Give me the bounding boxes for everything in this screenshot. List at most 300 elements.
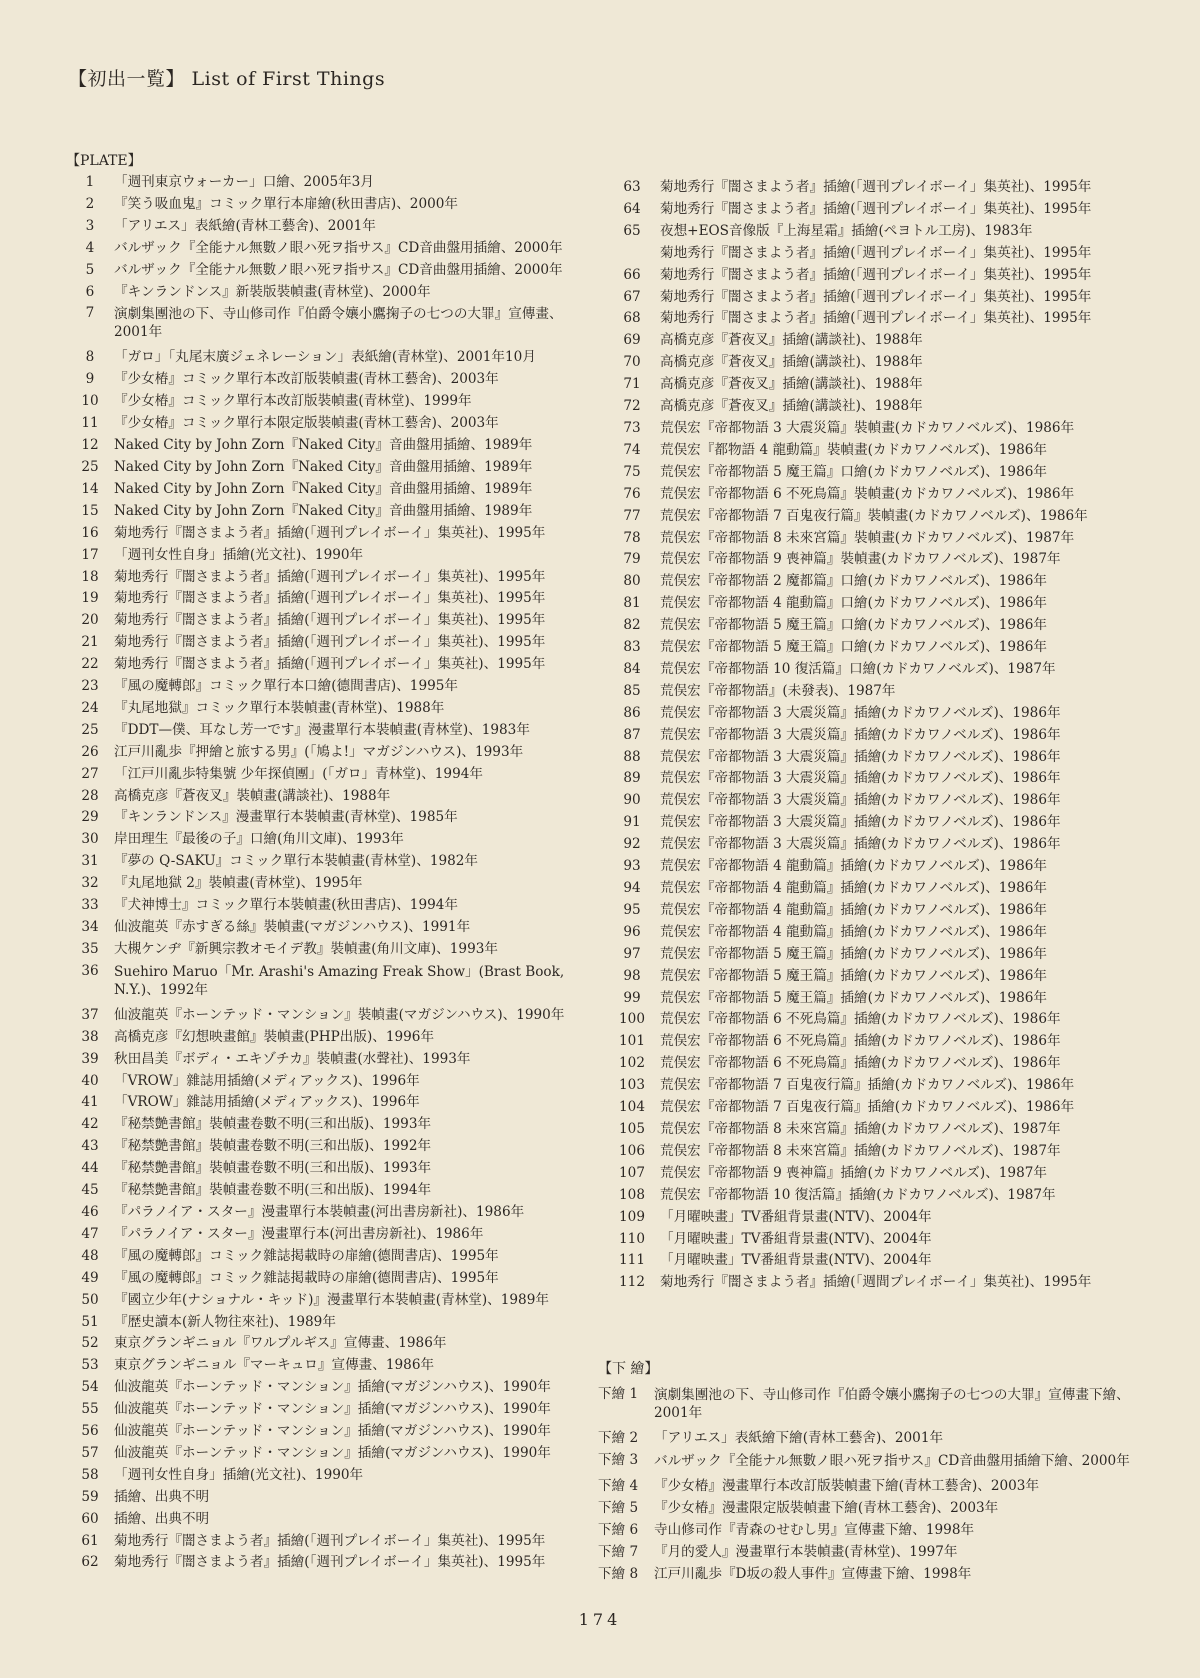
entry-number: 60 [81, 1510, 99, 1527]
entry-number: 58 [81, 1466, 99, 1483]
entry-text: Suehiro Maruo「Mr. Arashi's Amazing Freak Show」(Brast Book, N.Y.)、1992年 [114, 963, 565, 998]
plate-entry [604, 571, 1164, 593]
entry-text: バルザック『全能ナル無數ノ眼ハ死ヲ指サス』CD音曲盤用插繪、2000年 [114, 239, 563, 256]
shita-entry [598, 1520, 1158, 1542]
plate-entry [66, 1443, 596, 1465]
entry-text: 高橋克彦『蒼夜叉』插繪(講談社)、1988年 [660, 398, 923, 415]
plate-entry [66, 1333, 596, 1355]
entry-text: 荒俣宏『帝都物語 5 魔王篇』口繪(カドカワノベルズ)、1986年 [660, 463, 1047, 480]
entry-number: 84 [623, 660, 641, 677]
entry-text: 『秘禁艶書館』裝幀畫卷數不明(三和出版)、1994年 [114, 1182, 432, 1199]
entry-number: 22 [81, 656, 99, 673]
entry-text: 荒俣宏『帝都物語 4 龍動篇』插繪(カドカワノベルズ)、1986年 [660, 901, 1047, 918]
entry-text: 「VROW」雜誌用插繪(メディアックス)、1996年 [114, 1094, 420, 1111]
entry-number: 下繪 6 [598, 1521, 639, 1538]
plate-entry [66, 610, 596, 632]
entry-number: 10 [81, 393, 99, 410]
entry-text: 東京グランギニョル『マーキュロ』宣傳畫、1986年 [114, 1357, 435, 1374]
entry-number: 20 [81, 612, 99, 629]
plate-entry [604, 637, 1164, 659]
entry-number: 7 [85, 305, 95, 322]
plate-entry [66, 742, 596, 764]
entry-text: 荒俣宏『帝都物語 9 喪神篇』裝幀畫(カドカワノベルズ)、1987年 [660, 551, 1061, 568]
plate-entry [66, 764, 596, 786]
entry-number: 100 [619, 1011, 645, 1028]
plate-entry [604, 790, 1164, 812]
plate-entry [604, 549, 1164, 571]
plate-entry [66, 282, 596, 304]
entry-text: 『秘禁艶書館』裝幀畫卷數不明(三和出版)、1993年 [114, 1116, 432, 1133]
plate-entry [66, 1136, 596, 1158]
entry-number: 27 [81, 765, 99, 782]
entry-text: 荒俣宏『帝都物語 5 魔王篇』插繪(カドカワノベルズ)、1986年 [660, 967, 1047, 984]
entry-text: 『DDT—僕、耳なし芳一です』漫畫單行本裝幀畫(青林堂)、1983年 [114, 721, 530, 738]
plate-entry [66, 588, 596, 610]
entry-number: 23 [81, 678, 99, 695]
entry-text: 荒俣宏『帝都物語 5 魔王篇』插繪(カドカワノベルズ)、1986年 [660, 989, 1047, 1006]
entry-text: 『國立少年(ナショナル・キッド)』漫畫單行本裝幀畫(青林堂)、1989年 [114, 1291, 549, 1308]
entry-text: 荒俣宏『帝都物語 4 龍動篇』插繪(カドカワノベルズ)、1986年 [660, 858, 1047, 875]
plate-entry [66, 1158, 596, 1180]
plate-entry [66, 260, 596, 282]
entry-number: 55 [81, 1401, 99, 1418]
entry-text: 「週刊女性自身」插繪(光文社)、1990年 [114, 546, 364, 563]
plate-entry [604, 834, 1164, 856]
entry-number: 110 [619, 1230, 645, 1247]
entry-text: 『歴史讀本(新人物往來社)、1989年 [114, 1313, 336, 1330]
entry-text: 仙波龍英『ホーンテッド・マンション』插繪(マガジンハウス)、1990年 [114, 1379, 551, 1396]
entry-text: 「週刊女性自身」插繪(光文社)、1990年 [114, 1466, 364, 1483]
entry-number: 112 [619, 1274, 645, 1291]
plate-entry [604, 199, 1164, 221]
entry-number: 40 [81, 1072, 99, 1089]
entry-number: 59 [81, 1488, 99, 1505]
entry-text: 菊地秀行『闇さまよう者』插繪(「週刊プレイボーイ」集英社)、1995年 [114, 656, 546, 673]
entry-text: 菊地秀行『闇さまよう者』插繪(「週刊プレイボーイ」集英社)、1995年 [660, 266, 1092, 283]
entry-number: 18 [81, 568, 99, 585]
entry-number: 50 [81, 1291, 99, 1308]
plate-entry [604, 703, 1164, 725]
entry-number: 56 [81, 1423, 99, 1440]
entry-number: 33 [81, 897, 99, 914]
plate-entry [604, 462, 1164, 484]
plate-entry [604, 944, 1164, 966]
entry-text: バルザック『全能ナル無數ノ眼ハ死ヲ指サス』CD音曲盤用插繪、2000年 [114, 261, 563, 278]
plate-entry [66, 895, 596, 917]
plate-entry [604, 1163, 1164, 1185]
entry-number: 14 [81, 480, 99, 497]
entry-text: 「ガロ」「丸尾末廣ジェネレーション」表紙繪(青林堂)、2001年10月 [114, 349, 536, 366]
entry-number: 81 [623, 595, 641, 612]
entry-text: 大槻ケンヂ『新興宗教オモイデ教』裝幀畫(角川文庫)、1993年 [114, 940, 498, 957]
entry-text: 『キンランドンス』新裝版裝幀畫(青林堂)、2000年 [114, 283, 431, 300]
entry-number: 109 [619, 1208, 645, 1225]
plate-entry [66, 303, 596, 347]
entry-text: 『秘禁艶書館』裝幀畫卷數不明(三和出版)、1992年 [114, 1138, 432, 1155]
entry-text: 高橋克彦『蒼夜叉』裝幀畫(講談社)、1988年 [114, 787, 391, 804]
entry-text: 插繪、出典不明 [114, 1488, 210, 1505]
entry-text: Naked City by John Zorn『Naked City』音曲盤用插繪、1989年 [114, 458, 533, 475]
entry-text: 荒俣宏『帝都物語 3 大震災篇』插繪(カドカワノベルズ)、1986年 [660, 836, 1061, 853]
plate-entry [604, 1119, 1164, 1141]
entry-number: 57 [81, 1444, 99, 1461]
plate-entry [604, 287, 1164, 309]
entry-number: 下繪 4 [598, 1477, 639, 1494]
plate-entry [66, 545, 596, 567]
shita-entry [598, 1450, 1158, 1476]
plate-entry [604, 1009, 1164, 1031]
entry-number: 91 [623, 814, 641, 831]
entry-number: 79 [623, 551, 641, 568]
entry-number: 35 [81, 940, 99, 957]
entry-number: 39 [81, 1050, 99, 1067]
plate-entry [604, 747, 1164, 769]
entry-number: 96 [623, 923, 641, 940]
entry-number: 67 [623, 288, 641, 305]
entry-number: 28 [81, 787, 99, 804]
plate-entry [66, 807, 596, 829]
plate-entry [604, 593, 1164, 615]
entry-number: 47 [81, 1225, 99, 1242]
shita-entry [598, 1498, 1158, 1520]
entry-text: 菊地秀行『闇さまよう者』插繪(「週刊プレイボーイ」集英社)、1995年 [114, 1532, 546, 1549]
entry-number: 66 [623, 266, 641, 283]
plate-entry [66, 391, 596, 413]
plate-entry [66, 1531, 596, 1553]
plate-entry [604, 988, 1164, 1010]
plate-entry [66, 413, 596, 435]
entry-text: 高橋克彦『蒼夜叉』插繪(講談社)、1988年 [660, 332, 923, 349]
entry-number: 26 [81, 743, 99, 760]
plate-entry [604, 1250, 1164, 1272]
plate-entry [604, 615, 1164, 637]
entry-number: 下繪 3 [598, 1451, 639, 1468]
entry-text: 『少女椿』漫畫單行本改訂版裝幀畫下繪(青林工藝舍)、2003年 [654, 1477, 1040, 1494]
entry-text: 荒俣宏『帝都物語 8 未來宮篇』插繪(カドカワノベルズ)、1987年 [660, 1142, 1061, 1159]
entry-text: 『夢の Q-SAKU』コミック單行本裝幀畫(青林堂)、1982年 [114, 853, 479, 870]
entry-number: 21 [81, 634, 99, 651]
plate-heading: 【PLATE】 [66, 153, 142, 169]
entry-text: 菊地秀行『闇さまよう者』插繪(「週刊プレイボーイ」集英社)、1995年 [114, 590, 546, 607]
plate-entry [66, 786, 596, 808]
entry-number: 99 [623, 989, 641, 1006]
entry-number: 下繪 7 [598, 1543, 639, 1560]
entry-number: 下繪 1 [598, 1386, 639, 1402]
entry-text: 岸田理生『最後の子』口繪(角川文庫)、1993年 [114, 831, 404, 848]
entry-number: 88 [623, 748, 641, 765]
plate-entry [604, 1031, 1164, 1053]
plate-entry [604, 506, 1164, 528]
entry-number: 68 [623, 310, 641, 327]
entry-number: 76 [623, 485, 641, 502]
entry-number: 83 [623, 639, 641, 656]
entry-number: 34 [81, 919, 99, 935]
entry-number: 101 [619, 1033, 645, 1050]
entry-text: 『笑う吸血鬼』コミック單行本扉繪(秋田書店)、2000年 [114, 195, 458, 212]
entry-text: 『少女椿』コミック單行本改訂版裝幀畫(青林堂)、1999年 [114, 393, 472, 410]
entry-number: 54 [81, 1379, 99, 1396]
entry-text: 『風の魔轉郎』コミック單行本口繪(德間書店)、1995年 [114, 678, 458, 695]
entry-number: 2 [85, 195, 95, 212]
entry-number: 53 [81, 1357, 99, 1374]
entry-text: 菊地秀行『闇さまよう者』插繪(「週刊プレイボーイ」集英社)、1995年 [114, 524, 546, 541]
plate-entry [604, 856, 1164, 878]
plate-entry [66, 698, 596, 720]
plate-entry [66, 369, 596, 391]
entry-number: 41 [81, 1094, 99, 1111]
plate-entry [66, 1268, 596, 1290]
plate-entry [66, 479, 596, 501]
entry-text: 荒俣宏『帝都物語 4 龍動篇』口繪(カドカワノベルズ)、1986年 [660, 595, 1047, 612]
entry-text: 東京グランギニョル『ワルプルギス』宣傳畫、1986年 [114, 1335, 447, 1352]
entry-text: 『少女椿』漫畫限定版裝幀畫下繪(青林工藝舍)、2003年 [654, 1499, 999, 1516]
plate-entry [604, 177, 1164, 199]
plate-entry [66, 1399, 596, 1421]
entry-text: 『月的愛人』漫畫單行本裝幀畫(青林堂)、1997年 [654, 1543, 958, 1560]
entry-number: 37 [81, 1006, 99, 1023]
entry-text: 荒俣宏『帝都物語 6 不死鳥篇』插繪(カドカワノベルズ)、1986年 [660, 1033, 1061, 1050]
entry-text: 『丸尾地獄 2』裝幀畫(青林堂)、1995年 [114, 875, 363, 892]
entry-text: 「週刊東京ウォーカー」口繪、2005年3月 [114, 174, 374, 190]
entry-number: 87 [623, 726, 641, 743]
plate-entry [604, 440, 1164, 462]
entry-number: 61 [81, 1532, 99, 1549]
entry-text: 菊地秀行『闇さまよう者』插繪(「週刊プレイボーイ」集英社)、1995年 [660, 288, 1092, 305]
entry-number: 25 [81, 458, 99, 475]
plate-entry [604, 396, 1164, 418]
entry-text: 荒俣宏『帝都物語 5 魔王篇』插繪(カドカワノベルズ)、1986年 [660, 945, 1047, 962]
entry-text: 高橋克彦『蒼夜叉』插繪(講談社)、1988年 [660, 354, 923, 371]
entry-text: 荒俣宏『帝都物語 3 大震災篇』插繪(カドカワノベルズ)、1986年 [660, 814, 1061, 831]
entry-text: 演劇集團池の下、寺山修司作『伯爵令孃小鷹掬子の七つの大罪』宣傳畫下繪、2001年 [654, 1387, 1130, 1421]
entry-number: 下繪 2 [598, 1430, 639, 1446]
entry-text: 『風の魔轉郎』コミック雜誌掲載時の扉繪(德間書店)、1995年 [114, 1247, 499, 1264]
shita-entry [598, 1564, 1158, 1586]
plate-entry [66, 457, 596, 479]
plate-entry [604, 484, 1164, 506]
plate-entry [604, 374, 1164, 396]
entry-text: 『丸尾地獄』コミック單行本裝幀畫(青林堂)、1988年 [114, 699, 445, 716]
entry-number: 75 [623, 463, 641, 480]
entry-text: 演劇集團池の下、寺山修司作『伯爵令孃小鷹掬子の七つの大罪』宣傳畫、2001年 [114, 306, 563, 341]
entry-text: 仙波龍英『ホーンテッド・マンション』插繪(マガジンハウス)、1990年 [114, 1444, 551, 1461]
entry-text: 『パラノイア・スター』漫畫單行本(河出書房新社)、1986年 [114, 1225, 484, 1242]
entry-text: 荒俣宏『帝都物語 3 大震災篇』裝幀畫(カドカワノベルズ)、1986年 [660, 419, 1075, 436]
entry-text: Naked City by John Zorn『Naked City』音曲盤用插繪、1989年 [114, 437, 533, 454]
shita-heading: 【下 繪】 [598, 1361, 659, 1377]
entry-number: 29 [81, 809, 99, 826]
entry-number: 104 [619, 1099, 645, 1116]
plate-entry [66, 1465, 596, 1487]
plate-entry [66, 720, 596, 742]
entry-text: 荒俣宏『帝都物語 8 未來宮篇』裝幀畫(カドカワノベルズ)、1987年 [660, 529, 1075, 546]
plate-entry [66, 1092, 596, 1114]
entry-number: 下繪 8 [598, 1565, 639, 1582]
plate-entry [66, 238, 596, 260]
plate-entry [604, 878, 1164, 900]
entry-number: 64 [623, 200, 641, 217]
entry-text: 『風の魔轉郎』コミック雜誌掲載時の扉繪(德間書店)、1995年 [114, 1269, 499, 1286]
plate-entry [604, 1272, 1164, 1294]
entry-number: 70 [623, 354, 641, 371]
entry-number: 44 [81, 1160, 99, 1177]
entry-number: 93 [623, 858, 641, 875]
entry-text: 江戸川亂歩『押繪と旅する男』(「鳩よ!」マガジンハウス)、1993年 [114, 743, 524, 760]
entry-text: 菊地秀行『闇さまよう者』插繪(「週刊プレイボーイ」集英社)、1995年 [660, 244, 1092, 261]
entry-text: 荒俣宏『帝都物語 7 百鬼夜行篇』裝幀畫(カドカワノベルズ)、1986年 [660, 507, 1088, 524]
entry-text: 荒俣宏『帝都物語 3 大震災篇』插繪(カドカワノベルズ)、1986年 [660, 704, 1061, 721]
entry-number: 98 [623, 967, 641, 984]
entry-text: 荒俣宏『帝都物語 9 喪神篇』插繪(カドカワノベルズ)、1987年 [660, 1164, 1047, 1181]
plate-entry [604, 1097, 1164, 1119]
plate-entry [66, 1246, 596, 1268]
entry-number: 3 [85, 217, 95, 234]
plate-entry [66, 1312, 596, 1334]
plate-entry [604, 243, 1164, 265]
entry-text: 荒俣宏『帝都物語 3 大震災篇』插繪(カドカワノベルズ)、1986年 [660, 792, 1061, 809]
plate-entry [604, 418, 1164, 440]
entry-text: 荒俣宏『帝都物語 6 不死鳥篇』插繪(カドカワノベルズ)、1986年 [660, 1011, 1061, 1028]
plate-entry [604, 265, 1164, 287]
entry-text: Naked City by John Zorn『Naked City』音曲盤用插繪、1989年 [114, 480, 533, 497]
plate-entry [66, 172, 596, 194]
entry-text: 荒俣宏『帝都物語 7 百鬼夜行篇』插繪(カドカワノベルズ)、1986年 [660, 1099, 1075, 1116]
entry-text: 高橋克彦『蒼夜叉』插繪(講談社)、1988年 [660, 376, 923, 393]
entry-text: 菊地秀行『闇さまよう者』插繪(「週刊プレイボーイ」集英社)、1995年 [660, 179, 1092, 195]
entry-text: 菊地秀行『闇さまよう者』插繪(「週刊プレイボーイ」集英社)、1995年 [660, 200, 1092, 217]
entry-number: 38 [81, 1028, 99, 1045]
entry-text: 仙波龍英『ホーンテッド・マンション』插繪(マガジンハウス)、1990年 [114, 1423, 551, 1440]
entry-text: 荒俣宏『帝都物語 5 魔王篇』口繪(カドカワノベルズ)、1986年 [660, 639, 1047, 656]
plate-entry [604, 528, 1164, 550]
entry-number: 73 [623, 419, 641, 436]
entry-text: 荒俣宏『帝都物語 2 魔都篇』口繪(カドカワノベルズ)、1986年 [660, 573, 1047, 590]
entry-text: 荒俣宏『帝都物語 3 大震災篇』插繪(カドカワノベルズ)、1986年 [660, 726, 1061, 743]
entry-text: 荒俣宏『帝都物語 4 龍動篇』插繪(カドカワノベルズ)、1986年 [660, 880, 1047, 896]
entry-text: 荒俣宏『帝都物語』(未發表)、1987年 [660, 682, 896, 699]
plate-entry [66, 676, 596, 698]
entry-text: 「江戸川亂歩特集號 少年探偵團」(「ガロ」青林堂)、1994年 [114, 765, 483, 782]
entry-number: 90 [623, 792, 641, 809]
entry-number: 43 [81, 1138, 99, 1155]
entry-number: 49 [81, 1269, 99, 1286]
plate-entry [66, 1224, 596, 1246]
entry-text: 菊地秀行『闇さまよう者』插繪(「週間プレイボーイ」集英社)、1995年 [660, 1274, 1092, 1291]
entry-text: 荒俣宏『帝都物語 6 不死鳥篇』插繪(カドカワノベルズ)、1986年 [660, 1055, 1061, 1072]
page-number: 174 [578, 1610, 622, 1629]
plate-entry [66, 1005, 596, 1027]
entry-number: 6 [85, 283, 95, 300]
entry-text: 荒俣宏『帝都物語 10 復活篇』插繪(カドカワノベルズ)、1987年 [660, 1186, 1056, 1203]
entry-text: 江戸川亂歩『D坂の殺人事件』宣傳畫下繪、1998年 [654, 1565, 972, 1582]
plate-entry [604, 308, 1164, 330]
entry-text: 荒俣宏『都物語 4 龍動篇』裝幀畫(カドカワノベルズ)、1986年 [660, 441, 1047, 458]
entry-number: 77 [623, 507, 641, 524]
plate-entry [604, 681, 1164, 703]
entry-text: 高橋克彦『幻想映畫館』裝幀畫(PHP出版)、1996年 [114, 1028, 435, 1045]
plate-entry [66, 1202, 596, 1224]
entry-text: 「月曜映畫」TV番組背景畫(NTV)、2004年 [660, 1208, 932, 1225]
entry-text: 荒俣宏『帝都物語 3 大震災篇』插繪(カドカワノベルズ)、1986年 [660, 770, 1061, 787]
plate-entry [604, 812, 1164, 834]
plate-entry [66, 435, 596, 457]
plate-entry [66, 1377, 596, 1399]
entry-number: 5 [85, 261, 95, 278]
plate-entry [66, 829, 596, 851]
entry-text: 『パラノイア・スター』漫畫單行本裝幀畫(河出書房新社)、1986年 [114, 1203, 525, 1220]
entry-number: 92 [623, 836, 641, 853]
page-title: 【初出一覧】 List of First Things [68, 68, 386, 90]
entry-text: 『キンランドンス』漫畫單行本裝幀畫(青林堂)、1985年 [114, 809, 458, 826]
shita-entry [598, 1384, 1158, 1428]
plate-entry [66, 632, 596, 654]
entry-number: 48 [81, 1247, 99, 1264]
plate-entry [604, 330, 1164, 352]
entry-number: 17 [81, 546, 99, 563]
plate-entry [66, 523, 596, 545]
entry-number: 42 [81, 1116, 99, 1133]
entry-number: 72 [623, 398, 641, 415]
plate-entry [604, 1075, 1164, 1097]
plate-entry [604, 1207, 1164, 1229]
entry-text: 秋田昌美『ボディ・エキゾチカ』裝幀畫(水聲社)、1993年 [114, 1050, 471, 1067]
entry-text: 「アリエス」表紙繪下繪(青林工藝舍)、2001年 [654, 1430, 944, 1446]
entry-text: 荒俣宏『帝都物語 4 龍動篇』插繪(カドカワノベルズ)、1986年 [660, 923, 1047, 940]
entry-number: 95 [623, 901, 641, 918]
plate-entry [66, 501, 596, 523]
entry-text: 「月曜映畫」TV番組背景畫(NTV)、2004年 [660, 1252, 932, 1269]
entry-text: 『少女椿』コミック單行本限定版裝幀畫(青林工藝舍)、2003年 [114, 415, 499, 432]
plate-entry [604, 659, 1164, 681]
plate-entry [66, 347, 596, 369]
plate-entry [66, 961, 596, 1005]
entry-number: 63 [623, 179, 641, 195]
entry-number: 103 [619, 1077, 645, 1094]
plate-entry [604, 1053, 1164, 1075]
entry-number: 19 [81, 590, 99, 607]
plate-entry [66, 1552, 596, 1574]
entry-text: 菊地秀行『闇さまよう者』插繪(「週刊プレイボーイ」集英社)、1995年 [114, 634, 546, 651]
plate-entry [604, 352, 1164, 374]
entry-text: バルザック『全能ナル無數ノ眼ハ死ヲ指サス』CD音曲盤用插繪下繪、2000年 [654, 1452, 1130, 1469]
entry-text: 『犬神博士』コミック單行本裝幀畫(秋田書店)、1994年 [114, 897, 458, 914]
entry-number: 30 [81, 831, 99, 848]
entry-number: 86 [623, 704, 641, 721]
plate-entry [66, 1027, 596, 1049]
entry-number: 107 [619, 1164, 645, 1181]
entry-text: 菊地秀行『闇さまよう者』插繪(「週刊プレイボーイ」集英社)、1995年 [114, 1554, 546, 1571]
plate-entry [66, 194, 596, 216]
plate-entry [66, 216, 596, 238]
entry-text: 荒俣宏『帝都物語 6 不死鳥篇』裝幀畫(カドカワノベルズ)、1986年 [660, 485, 1075, 502]
entry-text: 「VROW」雜誌用插繪(メディアックス)、1996年 [114, 1072, 420, 1089]
shita-entry [598, 1428, 1158, 1450]
entry-number: 32 [81, 875, 99, 892]
entry-text: 仙波龍英『ホーンテッド・マンション』裝幀畫(マガジンハウス)、1990年 [114, 1006, 565, 1023]
entry-number: 25 [81, 721, 99, 738]
plate-entry [66, 1049, 596, 1071]
plate-entry [604, 900, 1164, 922]
entry-text: 荒俣宏『帝都物語 5 魔王篇』口繪(カドカワノベルズ)、1986年 [660, 617, 1047, 634]
entry-text: 荒俣宏『帝都物語 10 復活篇』口繪(カドカワノベルズ)、1987年 [660, 660, 1056, 677]
entry-text: 仙波龍英『ホーンテッド・マンション』插繪(マガジンハウス)、1990年 [114, 1401, 551, 1418]
entry-text: 菊地秀行『闇さまよう者』插繪(「週刊プレイボーイ」集英社)、1995年 [660, 310, 1092, 327]
entry-number: 24 [81, 699, 99, 716]
entry-number: 9 [85, 371, 95, 388]
plate-entry [66, 654, 596, 676]
plate-entry [66, 873, 596, 895]
entry-number: 31 [81, 853, 99, 870]
